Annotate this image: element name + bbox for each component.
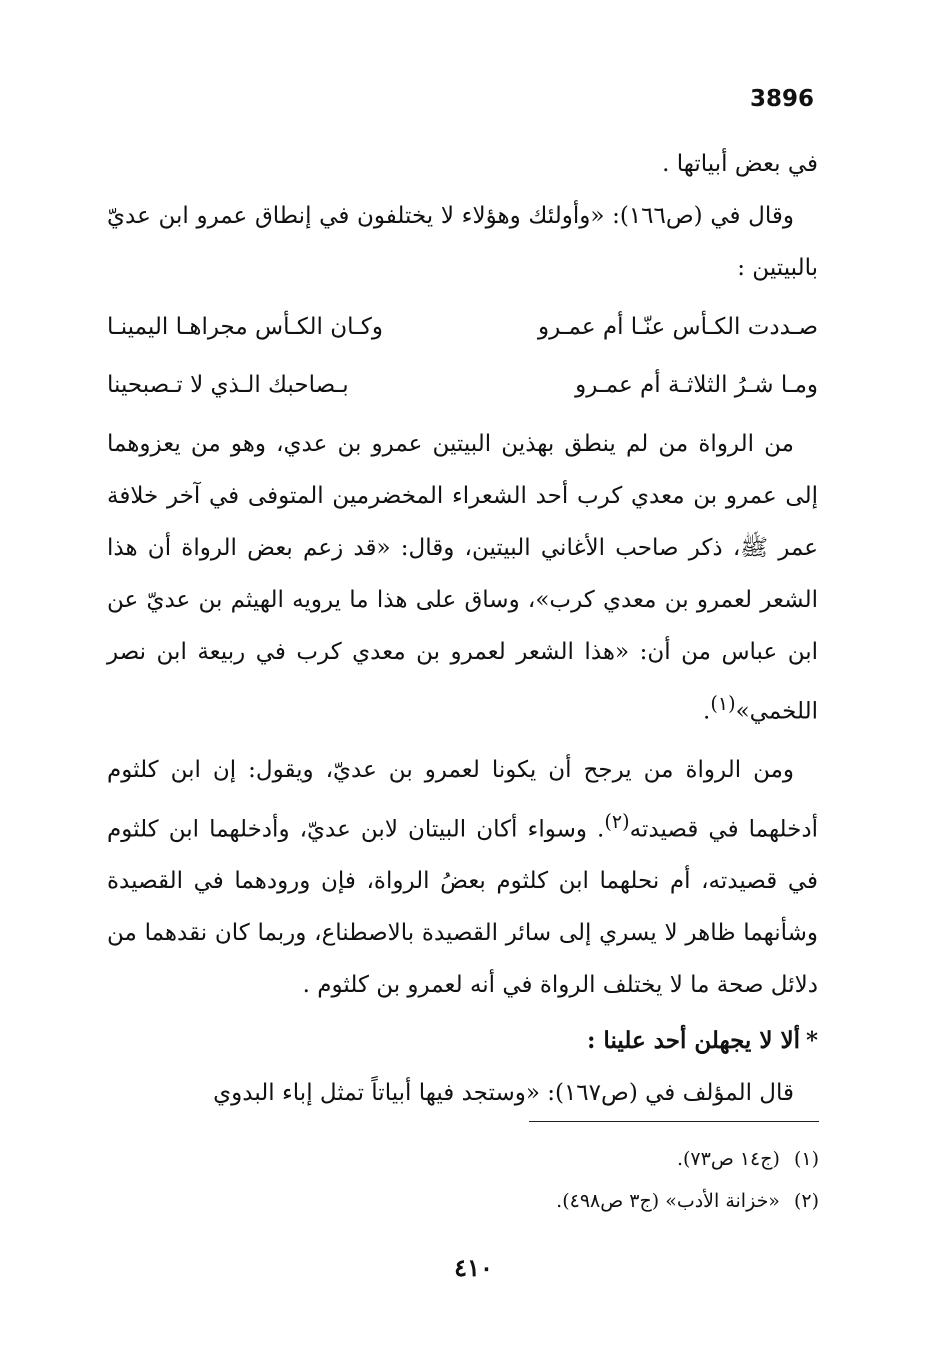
footnote-item xyxy=(219,1180,819,1222)
paragraph-end: . xyxy=(703,698,711,725)
paragraph-narrators xyxy=(107,744,818,1012)
star-icon: * xyxy=(805,1027,818,1055)
section-heading-text: ألا لا يجهلن أحد علينا : xyxy=(586,1027,800,1055)
footnote-text: «خزانة الأدب» (ج٣ ص٤٩٨). xyxy=(556,1190,780,1212)
verse-line xyxy=(107,298,818,356)
paragraph-text: من الرواة من لم ينطق بهذين البيتين عمرو بن عدي، وهو من يعزوهما إلى عمرو بن معدي كرب أحد الشعراء المخضرمين المتوفى في آخر خلافة عمر ﷺ، ذكر صاحب الأغاني البيتين، وقال: «قد زعم بعض الرواة أن هذا الشعر لعمرو بن معدي كرب»، وساق على هذا ما يرويه الهيثم بن عديّ عن ابن عباس من أن: «هذا الشعر لعمرو بن معدي كرب في ربيعة ابن نصر اللخمي» xyxy=(107,431,818,725)
paragraph-quote-intro: وقال في (ص١٦٦): «وأولئك وهؤلاء لا يختلفون في إنطاق عمرو ابن عديّ بالبيتين : xyxy=(107,203,818,281)
paragraph-author-quote: قال المؤلف في (ص١٦٧): «وستجد فيها أبياتاً تمثل إباء البدوي xyxy=(213,1080,794,1107)
main-text xyxy=(107,138,818,1119)
paragraph-attribution xyxy=(107,418,818,738)
footnote-divider xyxy=(529,1121,819,1122)
verse-first-hemistich: صـددت الكـأس عنّـا أم عمـرو xyxy=(538,314,818,340)
footnote-item xyxy=(219,1138,819,1180)
footnote-number: (١) xyxy=(793,1148,819,1170)
paragraph-text: ومن الرواة من يرجح أن يكونا لعمرو بن عديّ، ويقول: إن ابن كلثوم أدخلهما في قصيدته xyxy=(107,756,819,843)
footnote-text: (ج١٤ ص٧٣). xyxy=(676,1148,780,1170)
poem-verses xyxy=(107,298,818,414)
paragraph-text: . وسواء أكان البيتان لابن عديّ، وأدخلهما ابن كلثوم في قصيدته، أم نحلهما ابن كلثوم بعضُ الرواة، فإن ورودهما في القصيدة وشأنهما ظاهر لا يسري إلى سائر القصيدة بالاصطناع، وربما كان نقدهما من دلائل صحة ما لا يختلف الرواة في أنه لعمرو بن كلثوم . xyxy=(107,816,818,999)
reference-number: 3896 xyxy=(749,86,814,112)
footnote-marker: (١) xyxy=(710,692,736,715)
verse-second-hemistich: وكـان الكـأس مجراهـا اليمينـا xyxy=(107,314,383,340)
continuation-line: في بعض أبياتها . xyxy=(662,151,818,177)
footnote-marker: (٢) xyxy=(604,809,630,833)
verse-second-hemistich: بـصاحبك الـذي لا تـصبحينا xyxy=(107,372,349,398)
verse-first-hemistich: ومـا شـرُ الثلاثـة أم عمـرو xyxy=(575,372,818,398)
page-number: ٤١٠ xyxy=(454,1253,493,1282)
footnote-number: (٢) xyxy=(793,1190,819,1212)
section-heading xyxy=(107,1015,818,1067)
footnotes xyxy=(219,1138,819,1222)
verse-line xyxy=(107,356,818,414)
